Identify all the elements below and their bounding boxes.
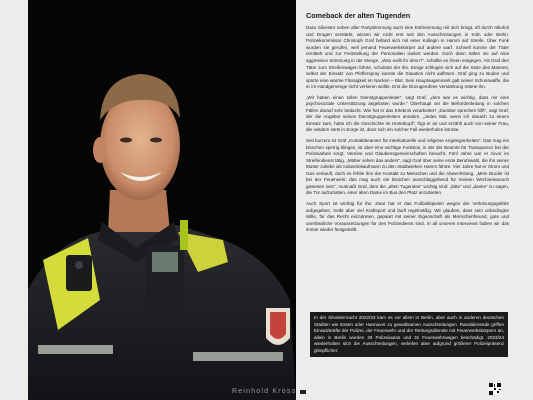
info-box: In der Silvesternacht 2022/23 kam es vor allem in Berlin, aber auch in anderen deutschen Städten wie Essen oder Hannover zu gewaltsamen Ausschreitungen. Randalierende griffen Einsatzkräfte der Polizei, der Feuerwehr und der Rettungsdienste mit Feuerwerkskörpern an, allein in Berlin wurden 26 Polizeiautos und 31 Feuerwehrwagen beschädigt. 2023/24 wiederholten sich die Ausschreitungen, verliefen aber aufgrund größerer Polizeipräsenz glimpflicher.: [310, 312, 508, 357]
article-paragraph: „Wir haben einen tollen Dienstgruppenleiter“, sagt Graf, „dem war es wichtig, dass mir eine psychosoziale Unterstützung angeboten wurde.“ Überhaupt sei die Behördenleitung in solchen Fällen darauf sehr bedacht. Wie hat er das Erlebnis verarbeitet? „Darüber sprechen hilft“, sagt Graf, der die Angebot seines Dienstgruppenleiters annahm. „Jedes Mal, wenn ich danach zu einem Einsatz kam, hatte ich die Geschichte im Hinterkopf“, fügt er an und erzählt auch von seiner Frau, die seitdem stets in Sorge ist, dass sich ein solcher Fall wiederholen könnte.: [306, 94, 509, 133]
article-heading: Comeback der alten Tugenden: [306, 11, 411, 20]
portrait-photo: [28, 0, 296, 400]
police-officer-portrait: [28, 0, 296, 400]
article-paragraph: Auch Sport ist wichtig für ihn. Zwar hat er das Fußballspielen wegen der Verletzungsgefahr aufgegeben, treibt aber viel Kraftsport und läuft regelmäßig. Wir glauben, dass sein unbedingter Wille, für das Recht einzutreten, gepaart mit seiner Eigenschaft als Menschenfreund, gute und unerlässliche Voraussetzungen für den Polizeidienst sind. In all unseren Interviews haben wir das immer wieder festgestellt.: [306, 200, 509, 233]
qr-code-icon[interactable]: [489, 383, 501, 395]
photo-credit: Reinhold Kross: [232, 388, 297, 395]
article-paragraph: Seit kurzem ist Graf „Kontaktbeamter für interkulturelle und religiöse Angelegenheiten“. Das mag ein bisschen sperrig klingen, ist aber eine wichtige Funktion, in der der Beamte für Transparenz bei der Polizeiarbeit sorgt. Vereine und Glaubensgemeinschaften besucht. Fünf Jahre war er zuvor im Streifendienst tätig. „Mütter sehen das anders“, sagt Graf über seine erste Berufswahl, die ihn seiner Mutter zuliebe als Industriekaufmann zu den Stadtwerken Hamm führte. Vier Jahre hat er Strom und Gas verkauft, doch es fehlte ihm der Kontakt zu Menschen und die Abwechslung. „Mein Bruder ist bei der Feuerwehr, das mag auch ein bisschen ausschlaggebend für meinen Wechselwunsch gewesen sein“, mutmaßt Graf, dem die „alten Tugenden“ wichtig sind: „bitte“ und „danke“ zu sagen, die Tür aufzuhalten, einer alten Dame im Bus den Platz anzubieten.: [306, 138, 509, 196]
article-paragraph: Dass Silvester neben aller Partystimmung auch eine Enthemmung mit sich bringt, oft durch Alkohol und Drogen verstärkt, wissen wir nicht erst seit den Ausschreitungen in Köln oder Berlin. Polizeikommissar Christoph Graf befand sich mit einer Kollegin in Hamm auf Streife. Über Funk wurden sie gerufen, weil jemand Feuerwerkskörper auf andere warf. Schnell konnte der Täter ermittelt und zur Feststellung der Personalien isoliert werden. Doch dann trafen sie auf eine aggressive Stimmung in der Menge. „Was wollt ihr denn?“, schallte es ihnen entgegen. Als Graf den Täter zum Streifenwagen führte, schubste der ihn. Einige schlugen sich auf die Seite des Mannes, selbst der Einsatz von Pfefferspray konnte die Situation nicht auflösen. Graf ging zu Boden und spürte eine warme Flüssigkeit im Nacken – Blut. Sein Hauptaugenmerk galt seiner Schusswaffe, die er im Handgemenge nicht verlieren wollte. Erst die hinzugerufene Verstärkung rettete ihn.: [306, 25, 509, 90]
